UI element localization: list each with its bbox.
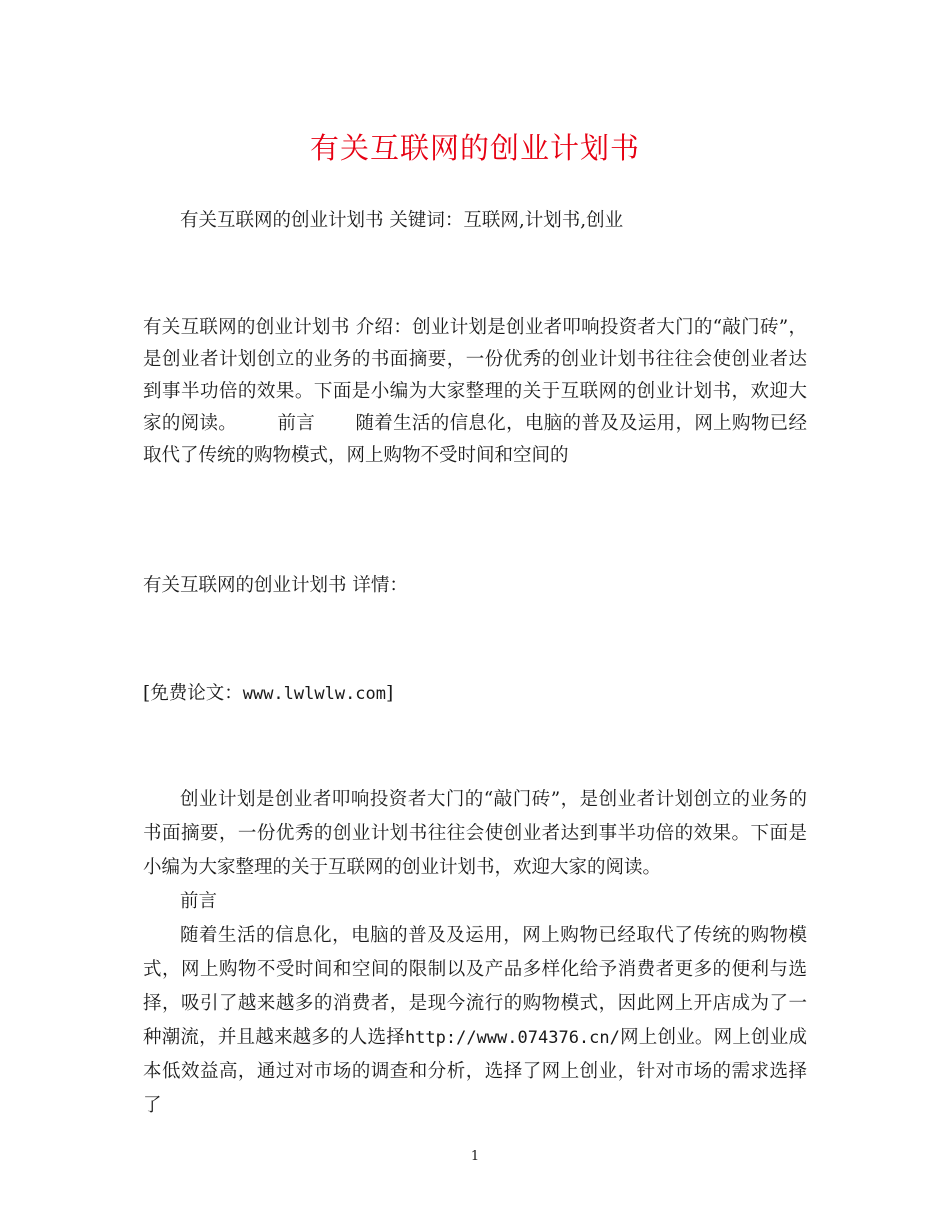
body-paragraph-3-continuation: 网上创业。网上创业成本低效益高，通过对市场的调查和分析，选择了网上创业，针对市场的需求选择了 bbox=[143, 1027, 807, 1116]
body-paragraph-1: 创业计划是创业者叩响投资者大门的“敲门砖”，是创业者计划创立的业务的书面摘要，一份优秀的创业计划书往往会使创业者达到事半功倍的效果。下面是小编为大家整理的关于互联网的创业计划书，欢迎大家的阅读。 bbox=[143, 789, 807, 878]
keywords-line: 有关互联网的创业计划书 关键词：互联网,计划书,创业 bbox=[180, 210, 624, 231]
body-section bbox=[143, 783, 807, 1123]
intro-continuation: 随着生活的信息化，电脑的普及及运用，网上购物已经取代了传统的购物模式，网上购物不受时间和空间的 bbox=[143, 413, 807, 466]
document-title: 有关互联网的创业计划书 bbox=[309, 131, 640, 165]
free-paper-line bbox=[143, 678, 807, 710]
free-paper-url: www.lwlwlw.com bbox=[242, 684, 387, 704]
page-number: 1 bbox=[470, 1149, 480, 1164]
body-link-url: http://www.074376.cn/ bbox=[404, 1028, 620, 1048]
details-label: 有关互联网的创业计划书 详情： bbox=[143, 575, 408, 596]
free-paper-prefix: [免费论文： bbox=[143, 683, 243, 704]
intro-text: 有关互联网的创业计划书 介绍：创业计划是创业者叩响投资者大门的“敲门砖”，是创业者计划创立的业务的书面摘要，一份优秀的创业计划书往往会使创业者达到事半功倍的效果。下面是小编为大家整理的关于互联网的创业计划书，欢迎大家的阅读。 bbox=[143, 317, 807, 434]
body-paragraph-3 bbox=[143, 919, 807, 1123]
intro-paragraph bbox=[143, 312, 807, 472]
body-preface-heading: 前言 bbox=[180, 891, 218, 912]
intro-preface: 前言 bbox=[277, 413, 316, 434]
body-paragraph-3-text: 随着生活的信息化，电脑的普及及运用，网上购物已经取代了传统的购物模式，网上购物不受时间和空间的限制以及产品多样化给予消费者更多的便利与选择，吸引了越来越多的消费者，是现今流行的购物模式，因此网上开店成为了一种潮流，并且越来越多的人选择 bbox=[143, 925, 807, 1048]
free-paper-suffix: ] bbox=[386, 683, 394, 704]
